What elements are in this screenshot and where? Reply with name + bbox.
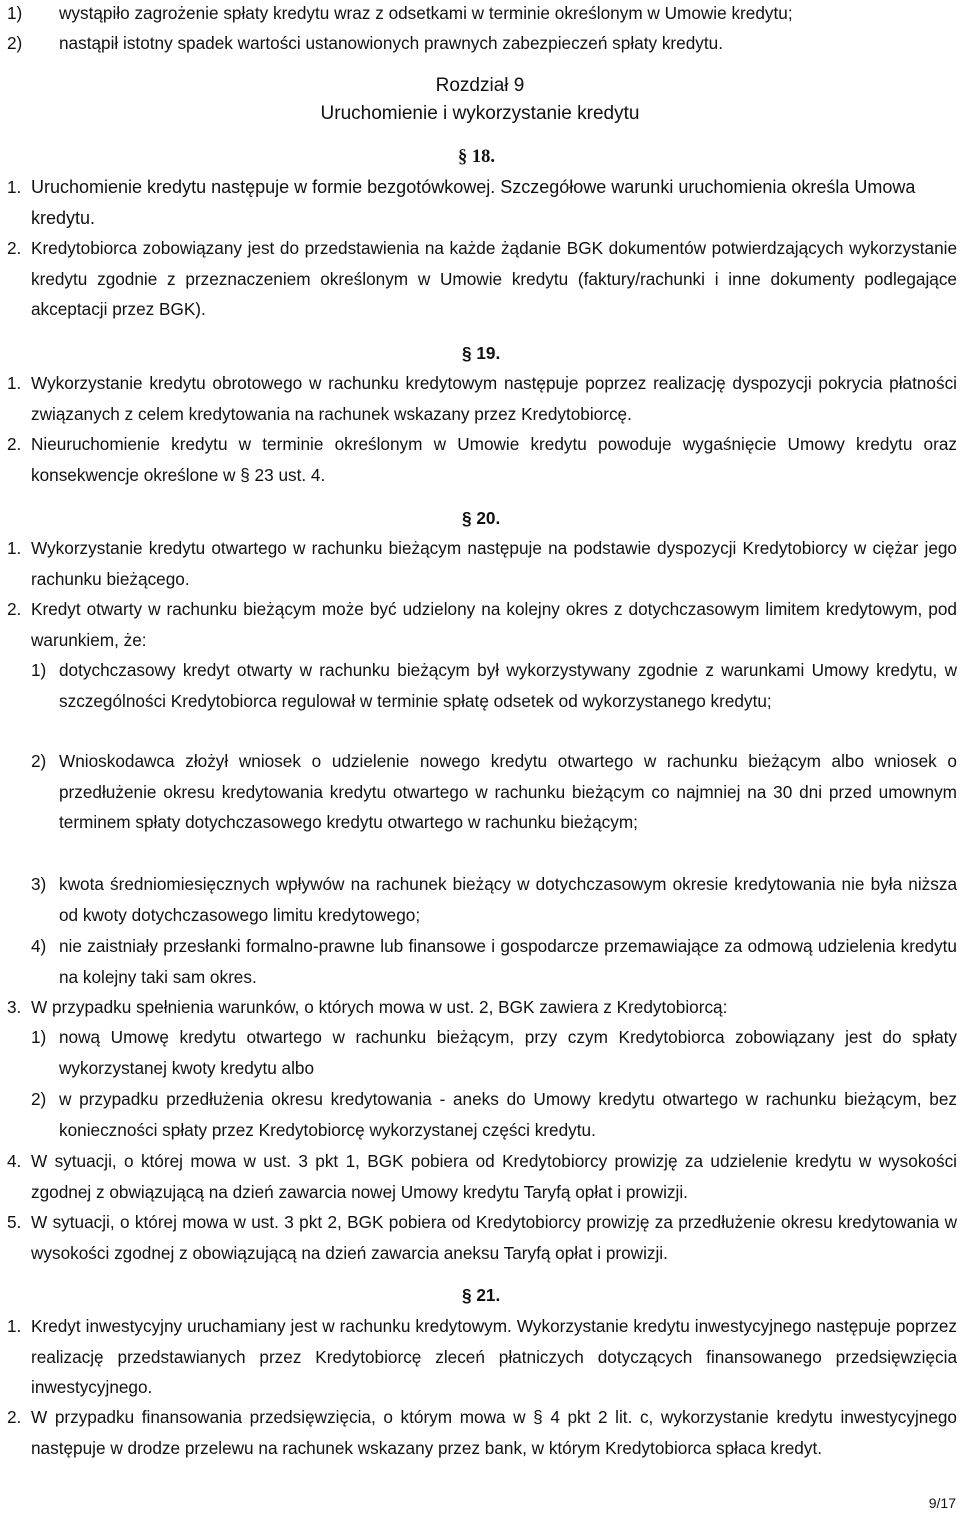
paragraph-number: 2. (7, 1407, 22, 1427)
paragraph-number: 1. (7, 1316, 22, 1336)
section-heading: § 20. (462, 508, 501, 528)
list-number: 3) (31, 874, 47, 894)
list-number: 1) (31, 1027, 47, 1047)
list-number: 1) (7, 3, 23, 23)
list-item-text: kwota średniomiesięcznych wpływów na rachunek bieżący w dotychczasowym okresie kredytowania nie była niższa od kwoty dotychczasowego limitu kredytowego; (59, 874, 957, 925)
paragraph-number: 1. (7, 373, 22, 393)
paragraph-text: Kredytobiorca zobowiązany jest do przedstawienia na każde żądanie BGK dokumentów potwierdzających wykorzystanie kredytu zgodnie z przeznaczeniem określonym w Umowie kredytu (faktury/rachunki i inne dokumenty podlegające akceptacji przez BGK). (31, 238, 957, 319)
chapter-subtitle: Uruchomienie i wykorzystanie kredytu (320, 103, 640, 124)
list-item-text: w przypadku przedłużenia okresu kredytowania - aneks do Umowy kredytu otwartego w rachunku bieżącym, bez konieczności spłaty przez Kredytobiorcę wykorzystanej części kredytu. (59, 1089, 957, 1140)
section-heading: § 18. (458, 147, 495, 167)
paragraph-text: Kredyt otwarty w rachunku bieżącym może być udzielony na kolejny okres z dotychczasowym limitem kredytowym, pod warunkiem, że: (31, 599, 957, 650)
list-number: 1) (31, 660, 47, 680)
list-item-text: nie zaistniały przesłanki formalno-prawne lub finansowe i gospodarcze przemawiające za odmową udzielenia kredytu na kolejny taki sam okres. (59, 936, 957, 987)
list-number: 4) (31, 936, 47, 956)
list-number: 2) (31, 1089, 47, 1109)
paragraph-text: Kredyt inwestycyjny uruchamiany jest w rachunku kredytowym. Wykorzystanie kredytu inwestycyjnego następuje poprzez realizację przedstawianych przez Kredytobiorcę zleceń płatniczych dotyczących finansowanego przedsięwzięcia inwestycyjnego. (31, 1316, 957, 1397)
list-number: 2) (7, 33, 23, 53)
section-heading: § 21. (462, 1285, 501, 1305)
chapter-title: Rozdział 9 (435, 75, 525, 96)
list-number: 2) (31, 751, 47, 771)
paragraph-text: W przypadku finansowania przedsięwzięcia, o którym mowa w § 4 pkt 2 lit. c, wykorzystanie kredytu inwestycyjnego następuje w drodze przelewu na rachunek wskazany przez bank, w którym Kredytobiorca spłaca kredyt. (31, 1407, 957, 1458)
paragraph-text: W sytuacji, o której mowa w ust. 3 pkt 2, BGK pobiera od Kredytobiorcy prowizję za przedłużenie okresu kredytowania w wysokości zgodnej z obowiązującą na dzień zawarcia aneksu Taryfą opłat i prowizji. (31, 1212, 957, 1263)
paragraph-text: Wykorzystanie kredytu otwartego w rachunku bieżącym następuje na podstawie dyspozycji Kredytobiorcy w ciężar jego rachunku bieżącego. (31, 538, 957, 589)
list-item-text: nową Umowę kredytu otwartego w rachunku bieżącym, przy czym Kredytobiorca zobowiązany jest do spłaty wykorzystanej kwoty kredytu albo (59, 1027, 957, 1078)
paragraph-number: 1. (7, 538, 22, 558)
paragraph-number: 5. (7, 1212, 22, 1232)
paragraph-text: Uruchomienie kredytu następuje w formie bezgotówkowej. Szczegółowe warunki uruchomienia określa Umowa kredytu. (31, 177, 916, 228)
paragraph-number: 3. (7, 997, 22, 1017)
section-heading: § 19. (462, 343, 501, 363)
paragraph-text: W sytuacji, o której mowa w ust. 3 pkt 1, BGK pobiera od Kredytobiorcy prowizję za udzielenie kredytu w wysokości zgodnej z obwiązującą na dzień zawarcia nowej Umowy kredytu Taryfą opłat i prowizji. (31, 1151, 957, 1202)
list-item-text: wystąpiło zagrożenie spłaty kredytu wraz z odsetkami w terminie określonym w Umowie kredytu; (59, 3, 793, 23)
list-item-text: dotychczasowy kredyt otwarty w rachunku bieżącym był wykorzystywany zgodnie z warunkami Umowy kredytu, w szczególności Kredytobiorca regulował w terminie spłatę odsetek od wykorzystanego kredytu; (59, 660, 957, 711)
paragraph-number: 2. (7, 599, 22, 619)
paragraph-number: 2. (7, 238, 22, 258)
list-item-text: nastąpił istotny spadek wartości ustanowionych prawnych zabezpieczeń spłaty kredytu. (59, 33, 723, 53)
paragraph-number: 1. (7, 177, 22, 197)
page-number: 9/17 (928, 1495, 956, 1511)
paragraph-text: W przypadku spełnienia warunków, o których mowa w ust. 2, BGK zawiera z Kredytobiorcą: (31, 997, 728, 1017)
list-item-text: Wnioskodawca złożył wniosek o udzielenie nowego kredytu otwartego w rachunku bieżącym albo wniosek o przedłużenie okresu kredytowania kredytu otwartego w rachunku bieżącym co najmniej na 30 dni przed umownym terminem spłaty dotychczasowego kredytu otwartego w rachunku bieżącym; (59, 751, 957, 832)
paragraph-text: Nieuruchomienie kredytu w terminie określonym w Umowie kredytu powoduje wygaśnięcie Umowy kredytu oraz konsekwencje określone w § 23 ust. 4. (31, 434, 957, 485)
paragraph-text: Wykorzystanie kredytu obrotowego w rachunku kredytowym następuje poprzez realizację dyspozycji pokrycia płatności związanych z celem kredytowania na rachunek wskazany przez Kredytobiorcę. (31, 373, 957, 424)
paragraph-number: 2. (7, 434, 22, 454)
paragraph-number: 4. (7, 1151, 22, 1171)
